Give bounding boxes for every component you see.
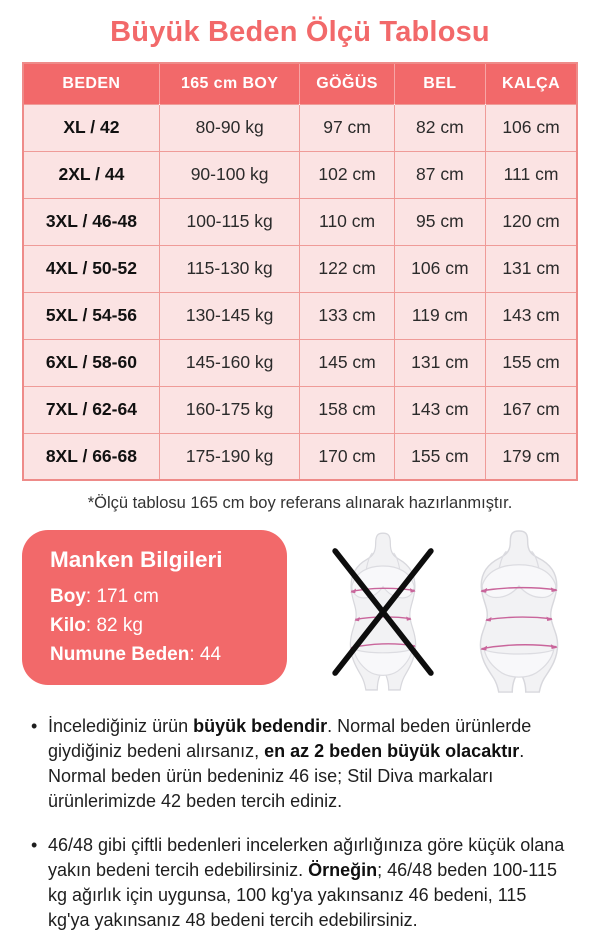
table-row	[23, 198, 577, 245]
page-title: Büyük Beden Ölçü Tablosu	[110, 16, 490, 48]
measure-cell: 160-175 kg	[159, 386, 300, 433]
model-info-field: Boy: 171 cm	[50, 586, 159, 607]
model-info-card	[22, 530, 287, 685]
notes-list	[30, 714, 570, 933]
size-label-cell: 3XL / 46-48	[23, 198, 159, 245]
size-table-header-row	[23, 63, 577, 104]
measure-cell: 158 cm	[300, 386, 394, 433]
model-info-field: Numune Beden: 44	[50, 644, 222, 665]
measure-cell: 143 cm	[486, 292, 577, 339]
measure-cell: 131 cm	[394, 339, 485, 386]
size-label-cell: 5XL / 54-56	[23, 292, 159, 339]
measure-cell: 120 cm	[486, 198, 577, 245]
measure-cell: 110 cm	[300, 198, 394, 245]
measure-cell: 145-160 kg	[159, 339, 300, 386]
table-row	[23, 386, 577, 433]
measure-cell: 115-130 kg	[159, 245, 300, 292]
size-label-cell: 7XL / 62-64	[23, 386, 159, 433]
size-label-cell: 2XL / 44	[23, 151, 159, 198]
measured-body-figure-icon	[452, 530, 586, 694]
size-table-body	[23, 104, 577, 480]
measure-cell: 175-190 kg	[159, 433, 300, 480]
column-header: BEDEN	[23, 63, 159, 104]
size-label-cell: 4XL / 50-52	[23, 245, 159, 292]
size-table	[22, 62, 578, 481]
size-label-cell: 8XL / 66-68	[23, 433, 159, 480]
measure-cell: 122 cm	[300, 245, 394, 292]
measure-cell: 80-90 kg	[159, 104, 300, 151]
model-info-section	[22, 530, 586, 694]
measure-cell: 143 cm	[394, 386, 485, 433]
measure-cell: 106 cm	[486, 104, 577, 151]
table-row	[23, 339, 577, 386]
measure-cell: 106 cm	[394, 245, 485, 292]
table-row	[23, 104, 577, 151]
measure-cell: 131 cm	[486, 245, 577, 292]
model-info-field: Kilo: 82 kg	[50, 615, 143, 636]
column-header: BEL	[394, 63, 485, 104]
column-header: 165 cm BOY	[159, 63, 300, 104]
table-row	[23, 433, 577, 480]
measure-cell: 155 cm	[394, 433, 485, 480]
measure-cell: 102 cm	[300, 151, 394, 198]
measure-cell: 95 cm	[394, 198, 485, 245]
measure-cell: 97 cm	[300, 104, 394, 151]
column-header: KALÇA	[486, 63, 577, 104]
measure-cell: 133 cm	[300, 292, 394, 339]
measure-cell: 170 cm	[300, 433, 394, 480]
crossed-body-figure-icon	[322, 530, 444, 694]
model-info-fields	[50, 582, 261, 669]
measure-cell: 82 cm	[394, 104, 485, 151]
table-row	[23, 245, 577, 292]
table-row	[23, 292, 577, 339]
model-info-title: Manken Bilgileri	[50, 547, 223, 572]
measure-cell: 111 cm	[486, 151, 577, 198]
measure-cell: 119 cm	[394, 292, 485, 339]
column-header: GÖĞÜS	[300, 63, 394, 104]
measure-cell: 179 cm	[486, 433, 577, 480]
measure-cell: 145 cm	[300, 339, 394, 386]
size-label-cell: 6XL / 58-60	[23, 339, 159, 386]
measure-cell: 87 cm	[394, 151, 485, 198]
table-row	[23, 151, 577, 198]
measure-cell: 130-145 kg	[159, 292, 300, 339]
note-item: • İncelediğiniz ürün büyük bedendir. Normal beden ürünlerde giydiğiniz bedeni alırsanız, en az 2 beden büyük olacaktır. Normal beden ürün bedeniniz 46 ise; Stil Diva markaları ürünlerimizde 42 beden tercih ediniz.	[30, 714, 570, 814]
figure-illustrations	[322, 530, 586, 694]
size-label-cell: XL / 42	[23, 104, 159, 151]
measure-cell: 100-115 kg	[159, 198, 300, 245]
note-item: • 46/48 gibi çiftli bedenleri incelerken ağırlığınıza göre küçük olana yakın bedeni tercih edebilirsiniz. Örneğin; 46/48 beden 100-115 kg ağırlık için uygunsa, 100 kg'ya yakınsanız 46 bedeni, 115 kg'ya yakınsanız 48 bedeni tercih edebilirsiniz.	[30, 833, 570, 933]
measure-cell: 90-100 kg	[159, 151, 300, 198]
table-footnote: *Ölçü tablosu 165 cm boy referans alınarak hazırlanmıştır.	[87, 494, 513, 512]
measure-cell: 167 cm	[486, 386, 577, 433]
measure-cell: 155 cm	[486, 339, 577, 386]
